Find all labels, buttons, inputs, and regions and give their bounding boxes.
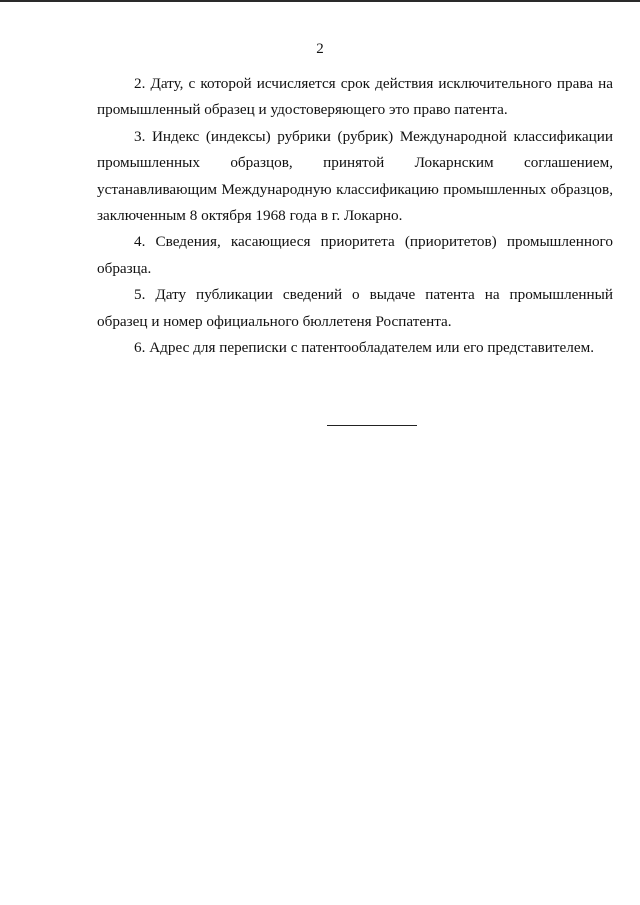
paragraph-item-4 <box>97 229 613 282</box>
text-line: 2. Дату, с которой исчисляется срок действия исключительного права на <box>134 75 613 92</box>
text-line: 3. Индекс (индексы) рубрики (рубрик) Международной классификации <box>134 127 613 145</box>
text-line: 4. Сведения, касающиеся приоритета (приоритетов) промышленного <box>134 233 613 251</box>
text-line: 5. Дату публикации сведений о выдаче патента на промышленный <box>134 286 613 304</box>
text-line: заключенным 8 октября 1968 года в г. Локарно. <box>97 207 403 225</box>
paragraph-item-5 <box>97 282 613 335</box>
text-line: образец и номер официального бюллетеня Роспатента. <box>97 312 452 330</box>
paragraph-item-2 <box>97 71 613 124</box>
paragraph-item-3 <box>97 124 613 230</box>
text-line: промышленный образец и удостоверяющего это право патента. <box>97 101 508 119</box>
document-body <box>97 71 613 361</box>
page-number: 2 <box>316 41 324 57</box>
text-line: промышленных образцов, принятой Локарнским соглашением, <box>97 154 613 172</box>
paragraph-item-6 <box>97 335 613 361</box>
text-line: устанавливающим Международную классификацию промышленных образцов, <box>97 180 613 198</box>
text-line: 6. Адрес для переписки с патентообладателем или его представителем. <box>134 339 595 357</box>
text-line: образца. <box>97 259 152 277</box>
end-separator-line <box>327 425 417 426</box>
scan-top-edge <box>0 0 640 2</box>
